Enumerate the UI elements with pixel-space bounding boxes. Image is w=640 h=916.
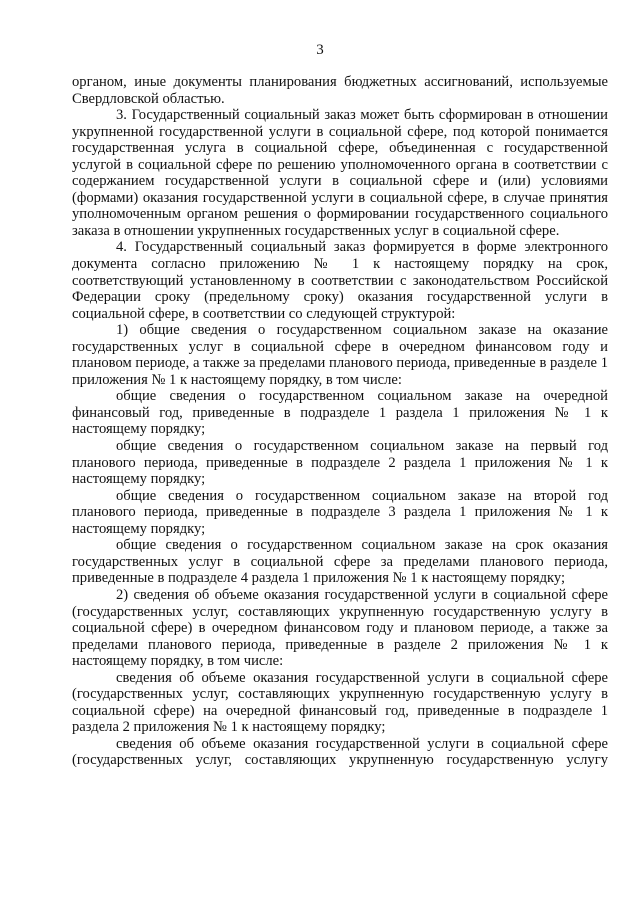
paragraph-item-4: 4. Государственный социальный заказ формируется в форме электронного документа согласно приложению № 1 к настоящему порядку на срок, соответствующий установленному в соответствии с законодательством Российской Федерации сроку (предельному сроку) оказания государственной услуги в социальной сфере, в соответствии со следующей структурой: <box>72 239 608 322</box>
paragraph-general-info-current-year: общие сведения о государственном социальном заказе на очередной финансовый год, приведенные в подразделе 1 раздела 1 приложения № 1 к настоящему порядку; <box>72 388 608 438</box>
paragraph-volume-current-year: сведения об объеме оказания государственной услуги в социальной сфере (государственных услуг, составляющих укрупненную государственную услугу в социальной сфере) на очередной финансовый год, приведенные в подразделе 1 раздела 2 приложения № 1 к настоящему порядку; <box>72 669 608 736</box>
paragraph-general-info-first-plan-year: общие сведения о государственном социальном заказе на первый год планового периода, приведенные в подразделе 2 раздела 1 приложения № 1 к настоящему порядку; <box>72 438 608 488</box>
paragraph-subitem-2: 2) сведения об объеме оказания государственной услуги в социальной сфере (государственных услуг, составляющих укрупненную государственную услугу в социальной сфере) в очередном финансовом году и плановом периоде, а также за пределами планового периода, приведенные в разделе 2 приложения № 1 к настоящему порядку, в том числе: <box>72 586 608 670</box>
paragraph-item-3: 3. Государственный социальный заказ может быть сформирован в отношении укрупненной государственной услуги в социальной сфере, под которой понимается государственная услуга в социальной сфере, объединенная с государственной услугой в социальной сфере по решению уполномоченного органа в соответствии с содержанием государственной услуги в социальной сфере и (или) условиями (формами) оказания государственной услуги в социальной сфере, в случае принятия уполномоченным органом решения о формировании государственного социального заказа в отношении укрупненных государственных услуг в социальной сфере. <box>72 107 608 239</box>
document-body <box>72 74 608 769</box>
paragraph-general-info-beyond-plan: общие сведения о государственном социальном заказе на срок оказания государственных услуг в социальной сфере за пределами планового периода, приведенные в подразделе 4 раздела 1 приложения № 1 к настоящему порядку; <box>72 537 608 587</box>
page-number: 3 <box>316 42 324 58</box>
paragraph-volume-next: сведения об объеме оказания государственной услуги в социальной сфере (государственных услуг, составляющих укрупненную государственную услугу <box>72 735 608 769</box>
paragraph-general-info-second-plan-year: общие сведения о государственном социальном заказе на второй год планового периода, приведенные в подразделе 3 раздела 1 приложения № 1 к настоящему порядку; <box>72 487 608 537</box>
paragraph-continuation: органом, иные документы планирования бюджетных ассигнований, используемые Свердловской областью. <box>72 74 608 107</box>
paragraph-subitem-1: 1) общие сведения о государственном социальном заказе на оказание государственных услуг в социальной сфере в очередном финансовом году и плановом периоде, а также за пределами планового периода, приведенные в разделе 1 приложения № 1 к настоящему порядку, в том числе: <box>72 322 608 388</box>
